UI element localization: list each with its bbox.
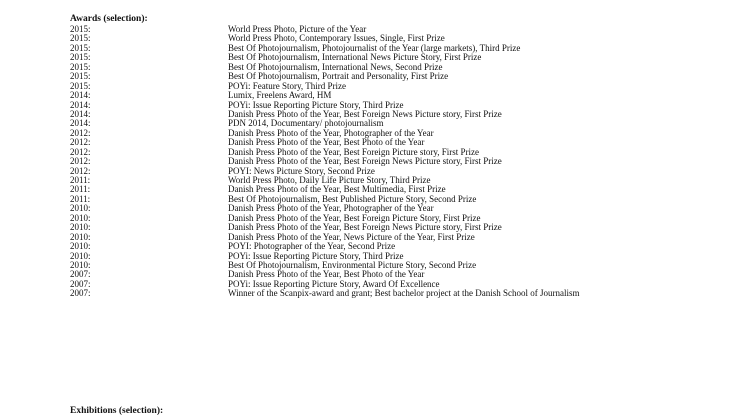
award-year: 2011:: [70, 175, 91, 185]
award-year: 2010:: [70, 212, 91, 223]
award-title: POYI: Photographer of the Year, Second Prize: [228, 241, 396, 252]
award-title: Danish Press Photo of the Year, Best Foreign News Picture story, First Prize: [228, 156, 502, 167]
award-year: 2010:: [70, 222, 91, 233]
award-row: [70, 233, 730, 242]
award-title: Best Of Photojournalism, Portrait and Personality, First Prize: [228, 71, 449, 82]
award-row: [70, 110, 730, 119]
award-title: Danish Press Photo of the Year, Best Multimedia, First Prize: [228, 184, 446, 195]
award-title: Lumix, Freelens Award, HM: [228, 90, 332, 101]
award-year: 2012:: [70, 156, 91, 167]
award-title: POYi: Issue Reporting Picture Story, Third Prize: [228, 250, 404, 261]
award-title: World Press Photo, Daily Life Picture Story, Third Prize: [228, 175, 431, 185]
award-year: 2015:: [70, 80, 91, 91]
award-title: POYi: Issue Reporting Picture Story, Award Of Excellence: [228, 278, 440, 289]
award-year: 2012:: [70, 146, 91, 157]
exhibitions-heading: Exhibitions (selection):: [70, 406, 164, 416]
award-year: 2010:: [70, 231, 91, 242]
award-row: [70, 72, 730, 81]
award-title: Danish Press Photo of the Year, Photographer of the Year: [228, 203, 434, 214]
award-title: Danish Press Photo of the Year, Photographer of the Year: [228, 127, 434, 138]
award-title: Best Of Photojournalism, Photojournalist of the Year (large markets), Third Prize: [228, 42, 521, 53]
award-year: 2012:: [70, 127, 91, 138]
award-year: 2015:: [70, 61, 91, 72]
award-year: 2007:: [70, 269, 91, 280]
award-title: Danish Press Photo of the Year, Best Foreign Picture story, First Prize: [228, 146, 480, 157]
award-title: POYi: Feature Story, Third Prize: [228, 80, 346, 91]
awards-section: [70, 14, 730, 299]
award-year: 2014:: [70, 118, 91, 129]
award-title: World Press Photo, Contemporary Issues, Single, First Prize: [228, 33, 445, 44]
award-year: 2015:: [70, 71, 91, 82]
award-title: PDN 2014, Documentary/ photojournalism: [228, 118, 384, 129]
award-year: 2014:: [70, 99, 91, 110]
award-title: Danish Press Photo of the Year, Best Foreign News Picture story, First Prize: [228, 222, 502, 233]
award-title: POYi: Issue Reporting Picture Story, Third Prize: [228, 99, 404, 110]
award-title: Danish Press Photo of the Year, Best Foreign News Picture story, First Prize: [228, 108, 502, 119]
award-title: Winner of the Scanpix-award and grant; Best bachelor project at the Danish School of Journalism: [228, 288, 580, 299]
award-year: 2011:: [70, 193, 91, 204]
award-title: Danish Press Photo of the Year, News Picture of the Year, First Prize: [228, 231, 475, 242]
award-title: Danish Press Photo of the Year, Best Photo of the Year: [228, 269, 425, 280]
award-title: World Press Photo, Picture of the Year: [228, 24, 367, 34]
award-year: 2007:: [70, 288, 91, 299]
award-row: [70, 157, 730, 166]
award-title: Danish Press Photo of the Year, Best Foreign Picture Story, First Prize: [228, 212, 481, 223]
award-year: 2014:: [70, 108, 91, 119]
award-year: 2010:: [70, 203, 91, 214]
award-year: 2010:: [70, 250, 91, 261]
award-title: Danish Press Photo of the Year, Best Photo of the Year: [228, 137, 425, 148]
award-row: [70, 289, 730, 298]
award-year: 2015:: [70, 24, 91, 34]
award-year: 2015:: [70, 33, 91, 44]
award-title: Best Of Photojournalism, International News, Second Prize: [228, 61, 443, 72]
award-title: Best Of Photojournalism, International News Picture Story, First Prize: [228, 52, 482, 63]
award-year: 2015:: [70, 52, 91, 63]
award-title: Best Of Photojournalism, Best Published Picture Story, Second Prize: [228, 193, 477, 204]
award-year: 2014:: [70, 90, 91, 101]
award-year: 2015:: [70, 42, 91, 53]
award-year: 2010:: [70, 241, 91, 252]
award-title: POYI: News Picture Story, Second Prize: [228, 165, 375, 176]
award-year: 2007:: [70, 278, 91, 289]
award-year: 2011:: [70, 184, 91, 195]
award-row: [70, 82, 730, 91]
award-year: 2012:: [70, 165, 91, 176]
award-year: 2012:: [70, 137, 91, 148]
awards-list: [70, 25, 730, 299]
award-year: 2010:: [70, 259, 91, 270]
awards-heading: Awards (selection):: [70, 14, 148, 24]
award-title: Best Of Photojournalism, Environmental Picture Story, Second Prize: [228, 259, 477, 270]
